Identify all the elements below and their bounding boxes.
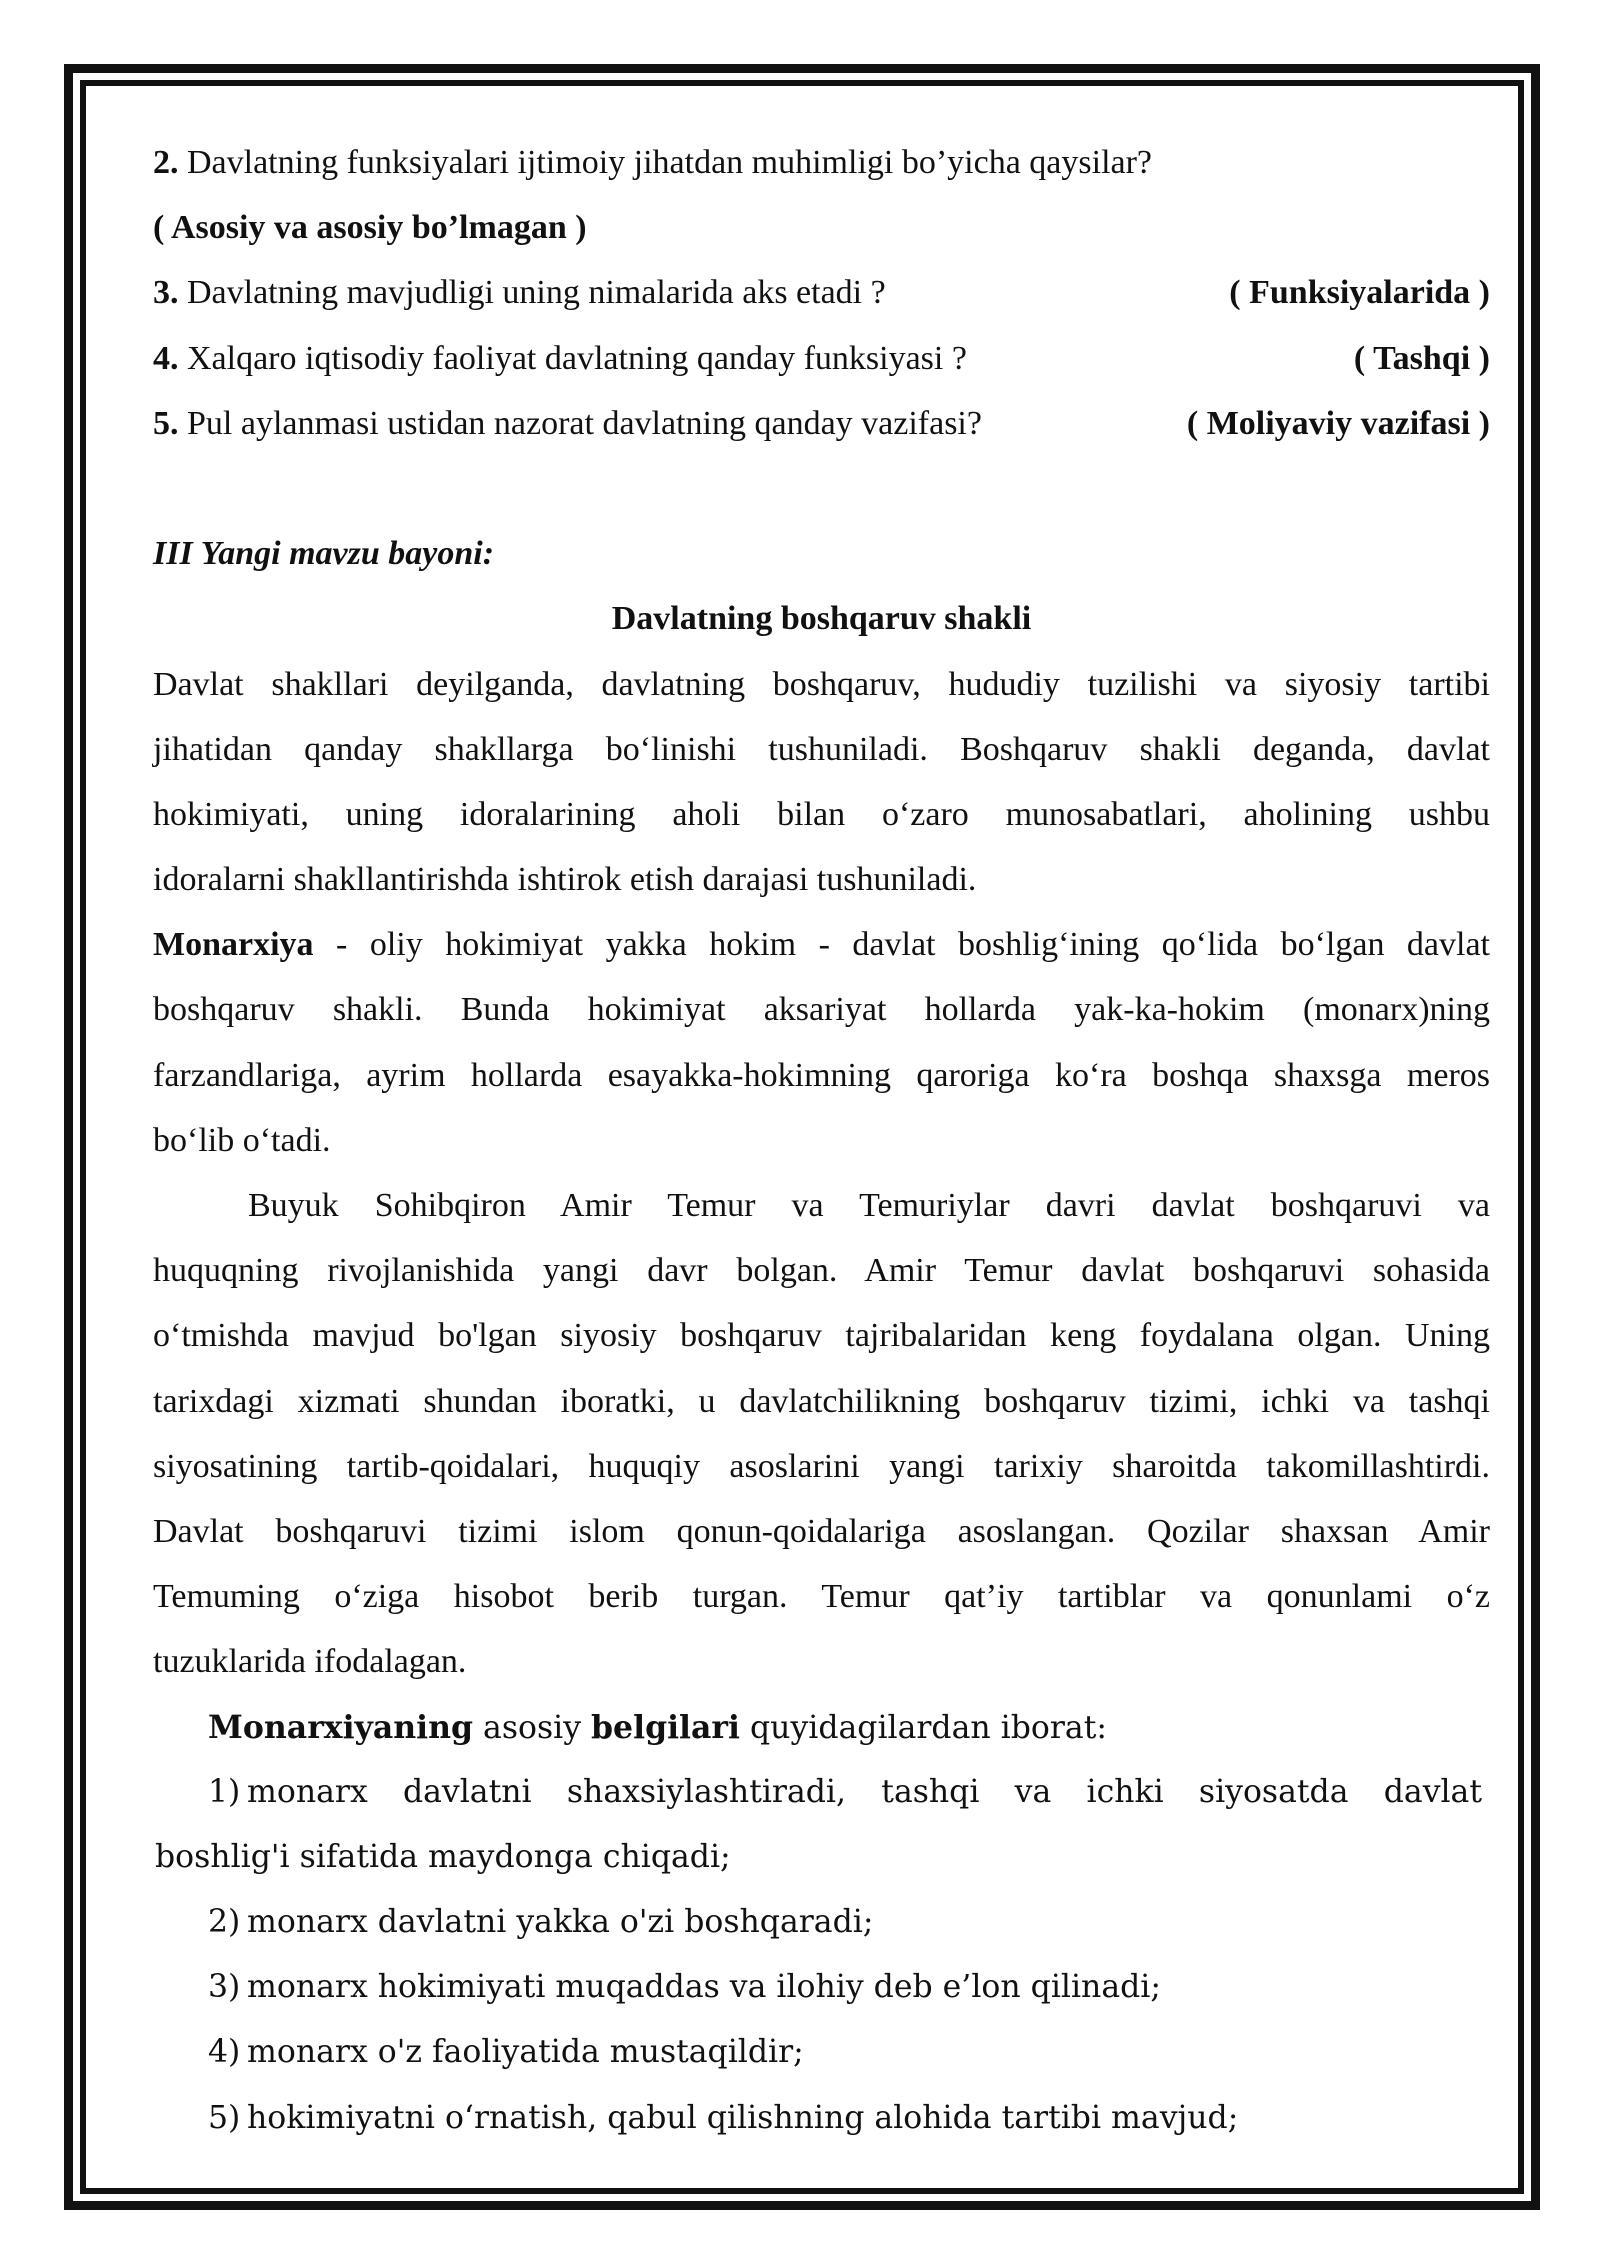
signs-intro-term: Monarxiyaning	[208, 1708, 474, 1746]
question-text: Xalqaro iqtisodiy faoliyat davlatning qanday funksiyasi ?	[178, 339, 967, 377]
paragraph-line: farzandlariga, ayrim hollarda esayakka-hokimning qaroriga ko‘ra boshqa shaxsga meros	[153, 1056, 1490, 1094]
term-monarxiya: Monarxiya	[153, 926, 314, 964]
question-number: 5.	[153, 404, 179, 442]
question-number: 2.	[153, 144, 179, 181]
list-item-text: monarx davlatni shaxsiylashtiradi, tashqi va ichki siyosatda davlat	[247, 1773, 1482, 1810]
paragraph-line: boshqaruv shakli. Bunda hokimiyat aksariyat hollarda yak-ka-hokim (monarx)ning	[153, 991, 1490, 1029]
paragraph-line: tuzuklarida ifodalagan.	[153, 1643, 467, 1681]
list-item-number: 4)	[208, 2034, 241, 2071]
question-answer: ( Moliyaviy vazifasi )	[1186, 404, 1490, 442]
paragraph-line: idoralarni shakllantirishda ishtirok etish darajasi tushuniladi.	[153, 861, 977, 899]
question-answer: ( Tashqi )	[1353, 339, 1490, 377]
signs-intro-text: quyidagilardan iborat:	[740, 1709, 1107, 1746]
signs-intro	[153, 1695, 1490, 1760]
signs-intro-text: asosiy	[473, 1709, 592, 1746]
paragraph-line: Buyuk Sohibqiron Amir Temur va Temuriylar davri davlat boshqaruvi va	[248, 1187, 1490, 1224]
paragraph-line: hokimiyati, uning idoralarining aholi bilan o‘zaro munosabatlari, aholining ushbu	[153, 795, 1490, 833]
list-item	[153, 1890, 1490, 1955]
list-item	[153, 1760, 1490, 1825]
question-number: 4.	[153, 339, 179, 377]
paragraph-line: o‘tmishda mavjud bo'lgan siyosiy boshqaruv tajribalaridan keng foydalana olgan. Uning	[153, 1317, 1490, 1355]
question-3	[153, 260, 1490, 325]
paragraph-line: Temuming o‘ziga hisobot berib turgan. Temur qat’iy tartiblar va qonunlami o‘z	[153, 1578, 1490, 1616]
paragraph-line: bo‘lib o‘tadi.	[153, 1121, 331, 1159]
list-item-number: 2)	[208, 1904, 241, 1941]
monarchy-definition	[153, 912, 1490, 977]
question-4	[153, 326, 1490, 391]
spacer	[153, 456, 1490, 521]
question-5	[153, 391, 1490, 456]
definition-text: - oliy hokimiyat yakka hokim - davlat boshlig‘ining qo‘lida bo‘lgan davlat	[313, 926, 1490, 964]
document-body	[153, 130, 1490, 2151]
question-2	[153, 130, 1490, 195]
list-item-text: hokimiyatni o‘rnatish, qabul qilishning alohida tartibi mavjud;	[247, 2099, 1239, 2136]
list-item-number: 3)	[208, 1969, 241, 2006]
paragraph-line: huquqning rivojlanishida yangi davr bolgan. Amir Temur davlat boshqaruvi sohasida	[153, 1252, 1490, 1290]
paragraph-line: tarixdagi xizmati shundan iboratki, u davlatchilikning boshqaruv tizimi, ichki va tashqi	[153, 1382, 1490, 1420]
section-heading: III Yangi mavzu bayoni:	[153, 535, 495, 573]
list-item	[153, 2086, 1490, 2151]
paragraph-line: Davlat boshqaruvi tizimi islom qonun-qoidalariga asoslangan. Qozilar shaxsan Amir	[153, 1512, 1490, 1550]
list-item-number: 5)	[208, 2099, 241, 2136]
list-item-text: monarx davlatni yakka o'zi boshqaradi;	[247, 1904, 874, 1941]
list-item	[153, 1955, 1490, 2020]
paragraph-line: siyosatining tartib-qoidalari, huquqiy asoslarini yangi tarixiy sharoitda takomillashtirdi.	[153, 1447, 1490, 1485]
question-2-answer: ( Asosiy va asosiy bo’lmagan )	[153, 209, 587, 247]
signs-intro-term: belgilari	[591, 1708, 740, 1746]
paragraph-line: Davlat shakllari deyilganda, davlatning boshqaruv, hududiy tuzilishi va siyosiy tartibi	[153, 665, 1490, 703]
paragraph-line: jihatidan qanday shakllarga bo‘linishi tushuniladi. Boshqaruv shakli deganda, davlat	[153, 730, 1490, 768]
list-item-continuation: boshlig'i sifatida maydonga chiqadi;	[155, 1838, 731, 1875]
question-answer: ( Funksiyalarida )	[1229, 274, 1490, 312]
question-text: Davlatning funksiyalari ijtimoiy jihatdan muhimligi bo’yicha qaysilar?	[178, 144, 1153, 181]
question-number: 3.	[153, 274, 179, 312]
question-text: Pul aylanmasi ustidan nazorat davlatning qanday vazifasi?	[178, 404, 982, 442]
list-item-number: 1)	[208, 1773, 241, 1810]
topic-title: Davlatning boshqaruv shakli	[611, 600, 1032, 638]
list-item	[153, 2020, 1490, 2085]
question-text: Davlatning mavjudligi uning nimalarida aks etadi ?	[178, 274, 886, 312]
list-item-text: monarx o'z faoliyatida mustaqildir;	[247, 2034, 804, 2071]
list-item-text: monarx hokimiyati muqaddas va ilohiy deb e’lon qilinadi;	[247, 1969, 1161, 2006]
